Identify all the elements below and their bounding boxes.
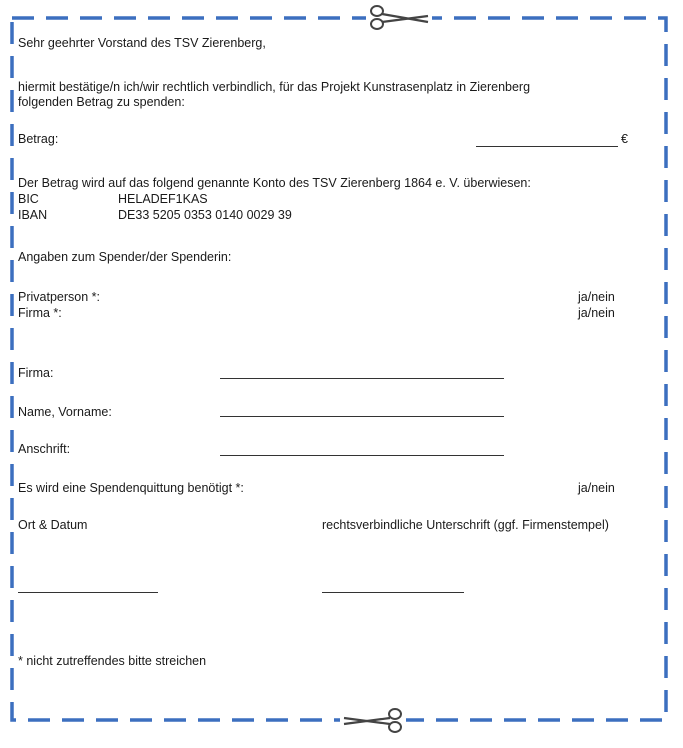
amount-label: Betrag: xyxy=(18,132,59,146)
company-field-label: Firma: xyxy=(18,366,54,380)
dashed-cut-border xyxy=(10,16,668,722)
address-field-label: Anschrift: xyxy=(18,442,71,456)
signature-line[interactable] xyxy=(322,592,464,593)
signature-label: rechtsverbindliche Unterschrift (ggf. Firmenstempel) xyxy=(322,518,609,532)
scissors-icon xyxy=(366,2,432,32)
footnote: * nicht zutreffendes bitte streichen xyxy=(18,654,207,668)
iban-label: IBAN xyxy=(18,208,48,222)
name-field-label: Name, Vorname: xyxy=(18,405,112,419)
private-person-choice[interactable]: ja/nein xyxy=(578,290,615,304)
bic-value: HELADEF1KAS xyxy=(118,192,208,206)
donor-heading: Angaben zum Spender/der Spenderin: xyxy=(18,250,232,264)
company-yes-no-choice[interactable]: ja/nein xyxy=(578,306,615,320)
private-person-label: Privatperson *: xyxy=(18,290,100,304)
transfer-text: Der Betrag wird auf das folgend genannte Konto des TSV Zierenberg 1864 e. V. überwiesen: xyxy=(18,176,531,190)
bic-label: BIC xyxy=(18,192,39,206)
receipt-choice[interactable]: ja/nein xyxy=(578,481,615,495)
amount-line[interactable] xyxy=(476,146,618,147)
iban-value: DE33 5205 0353 0140 0029 39 xyxy=(118,208,292,222)
company-field-line[interactable] xyxy=(220,378,504,379)
company-yes-no-label: Firma *: xyxy=(18,306,62,320)
salutation: Sehr geehrter Vorstand des TSV Zierenberg, xyxy=(18,36,266,50)
address-field-line[interactable] xyxy=(220,455,504,456)
intro-text-line-1: hiermit bestätige/n ich/wir rechtlich verbindlich, für das Projekt Kunstrasenplatz in Zierenberg xyxy=(18,80,531,94)
intro-text-line-2: folgenden Betrag zu spenden: xyxy=(18,95,185,109)
place-date-line[interactable] xyxy=(18,592,158,593)
name-field-line[interactable] xyxy=(220,416,504,417)
currency-symbol: € xyxy=(621,132,628,146)
place-date-label: Ort & Datum xyxy=(18,518,88,532)
receipt-label: Es wird eine Spendenquittung benötigt *: xyxy=(18,481,244,495)
scissors-icon xyxy=(340,706,406,736)
